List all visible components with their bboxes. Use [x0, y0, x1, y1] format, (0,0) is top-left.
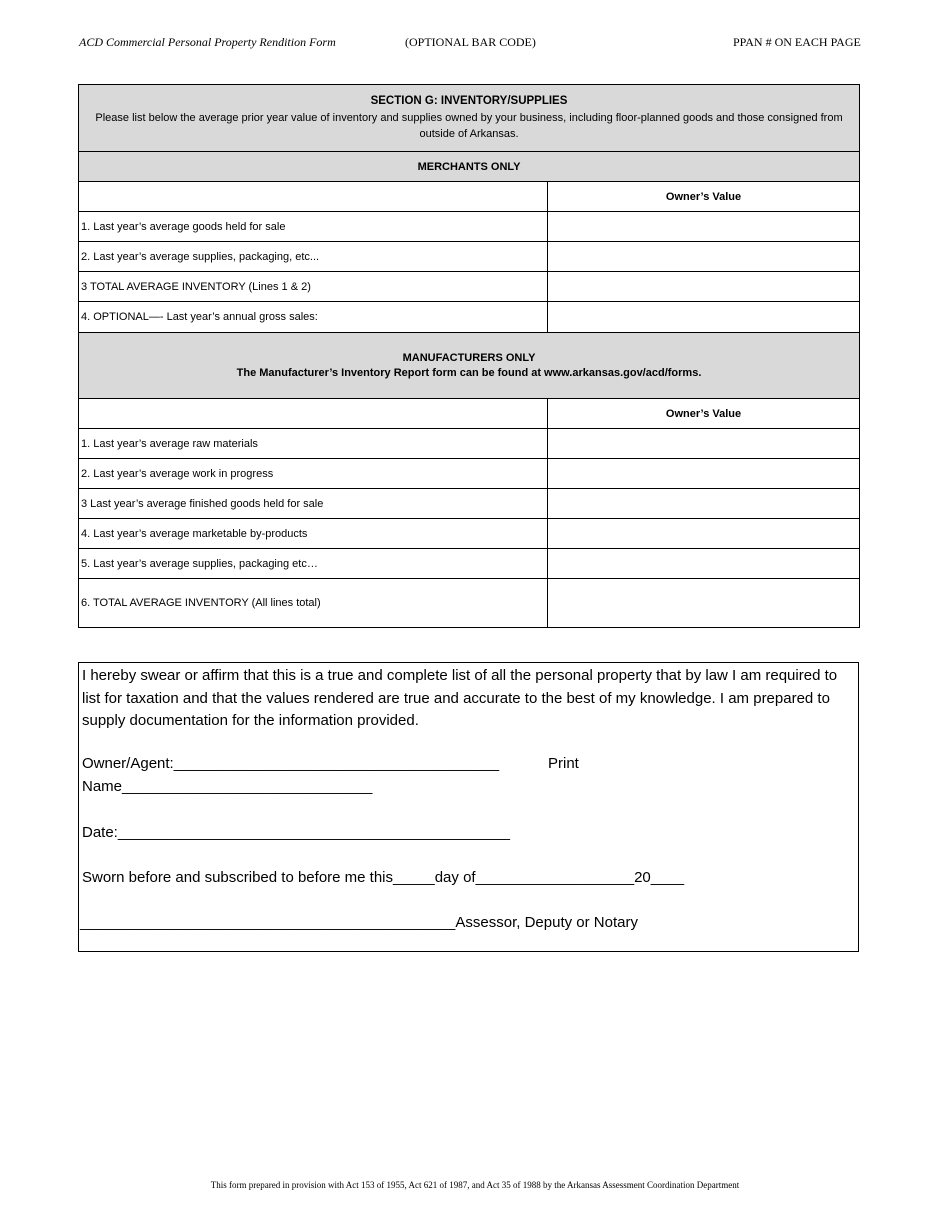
- merchants-row-label: 1. Last year’s average goods held for sale: [79, 212, 548, 242]
- manufacturers-row-label: 1. Last year’s average raw materials: [79, 429, 548, 459]
- merchants-column-header-row: [79, 182, 860, 212]
- merchants-blank-header: [79, 182, 548, 212]
- assessor-signature-line[interactable]: _____________________________________________Assessor, Deputy or Notary: [80, 914, 638, 931]
- manufacturers-note: The Manufacturer’s Inventory Report form can be found at www.arkansas.gov/acd/forms.: [236, 367, 702, 379]
- manufacturers-value-field[interactable]: [548, 549, 860, 579]
- footer-note: This form prepared in provision with Act 153 of 1955, Act 621 of 1987, and Act 35 of 1988 by the Arkansas Assessment Coordination Department: [210, 1180, 740, 1190]
- table-row: [79, 549, 860, 579]
- manufacturers-heading: [79, 333, 860, 399]
- merchants-value-field[interactable]: [548, 272, 860, 302]
- manufacturers-row-label: 5. Last year’s average supplies, packaging etc…: [79, 549, 548, 579]
- affidavit-statement: I hereby swear or affirm that this is a true and complete list of all the personal property that by law I am required to list for taxation and that the values rendered are true and accurate to the best of my knowledge. I am prepared to supply documentation for the information provided.: [82, 667, 838, 729]
- table-row: [79, 489, 860, 519]
- manufacturers-value-field[interactable]: [548, 429, 860, 459]
- inventory-table: [78, 84, 860, 628]
- manufacturers-blank-header: [79, 399, 548, 429]
- merchants-value-field[interactable]: [548, 302, 860, 333]
- table-row: [79, 519, 860, 549]
- section-g-header-row: [79, 85, 860, 152]
- manufacturers-row-label: 3 Last year’s average finished goods held for sale: [79, 489, 548, 519]
- section-description: Please list below the average prior year value of inventory and supplies owned by your business, including floor-planned goods and those consigned from outside of Arkansas.: [95, 111, 843, 140]
- print-name-line[interactable]: Name______________________________: [82, 778, 373, 795]
- ppan-note: PPAN # ON EACH PAGE: [733, 35, 861, 49]
- manufacturers-title: MANUFACTURERS ONLY: [402, 352, 536, 364]
- table-row: [79, 212, 860, 242]
- manufacturers-row-label: 4. Last year’s average marketable by-products: [79, 519, 548, 549]
- merchants-row-label: 2. Last year’s average supplies, packaging, etc...: [79, 242, 548, 272]
- table-row: [79, 459, 860, 489]
- table-row: [79, 302, 860, 333]
- affidavit-box: [78, 662, 859, 952]
- merchants-heading: MERCHANTS ONLY: [79, 152, 860, 182]
- manufacturers-row-label: 6. TOTAL AVERAGE INVENTORY (All lines total): [79, 579, 548, 628]
- manufacturers-owner-value-header: Owner’s Value: [548, 399, 860, 429]
- barcode-note: (OPTIONAL BAR CODE): [405, 35, 536, 49]
- manufacturers-row-label: 2. Last year’s average work in progress: [79, 459, 548, 489]
- sworn-line[interactable]: Sworn before and subscribed to before me this_____day of___________________20____: [82, 869, 685, 886]
- manufacturers-column-header-row: [79, 399, 860, 429]
- merchants-heading-row: [79, 152, 860, 182]
- merchants-owner-value-header: Owner’s Value: [548, 182, 860, 212]
- table-row: [79, 272, 860, 302]
- manufacturers-heading-row: [79, 333, 860, 399]
- date-line[interactable]: Date:_______________________________________________: [82, 824, 510, 841]
- merchants-row-label: 3 TOTAL AVERAGE INVENTORY (Lines 1 & 2): [79, 272, 548, 302]
- manufacturers-value-field[interactable]: [548, 579, 860, 628]
- owner-agent-signature-line[interactable]: Owner/Agent:_______________________________________: [82, 755, 500, 772]
- form-title: ACD Commercial Personal Property Rendition Form: [79, 35, 336, 49]
- merchants-value-field[interactable]: [548, 212, 860, 242]
- table-row: [79, 429, 860, 459]
- merchants-row-label: 4. OPTIONAL—- Last year’s annual gross sales:: [79, 302, 548, 333]
- print-label: Print: [548, 755, 579, 772]
- table-row: [79, 579, 860, 628]
- table-row: [79, 242, 860, 272]
- manufacturers-value-field[interactable]: [548, 459, 860, 489]
- merchants-value-field[interactable]: [548, 242, 860, 272]
- manufacturers-value-field[interactable]: [548, 519, 860, 549]
- section-g-header: [79, 85, 860, 152]
- manufacturers-value-field[interactable]: [548, 489, 860, 519]
- section-title: SECTION G: INVENTORY/SUPPLIES: [370, 94, 568, 107]
